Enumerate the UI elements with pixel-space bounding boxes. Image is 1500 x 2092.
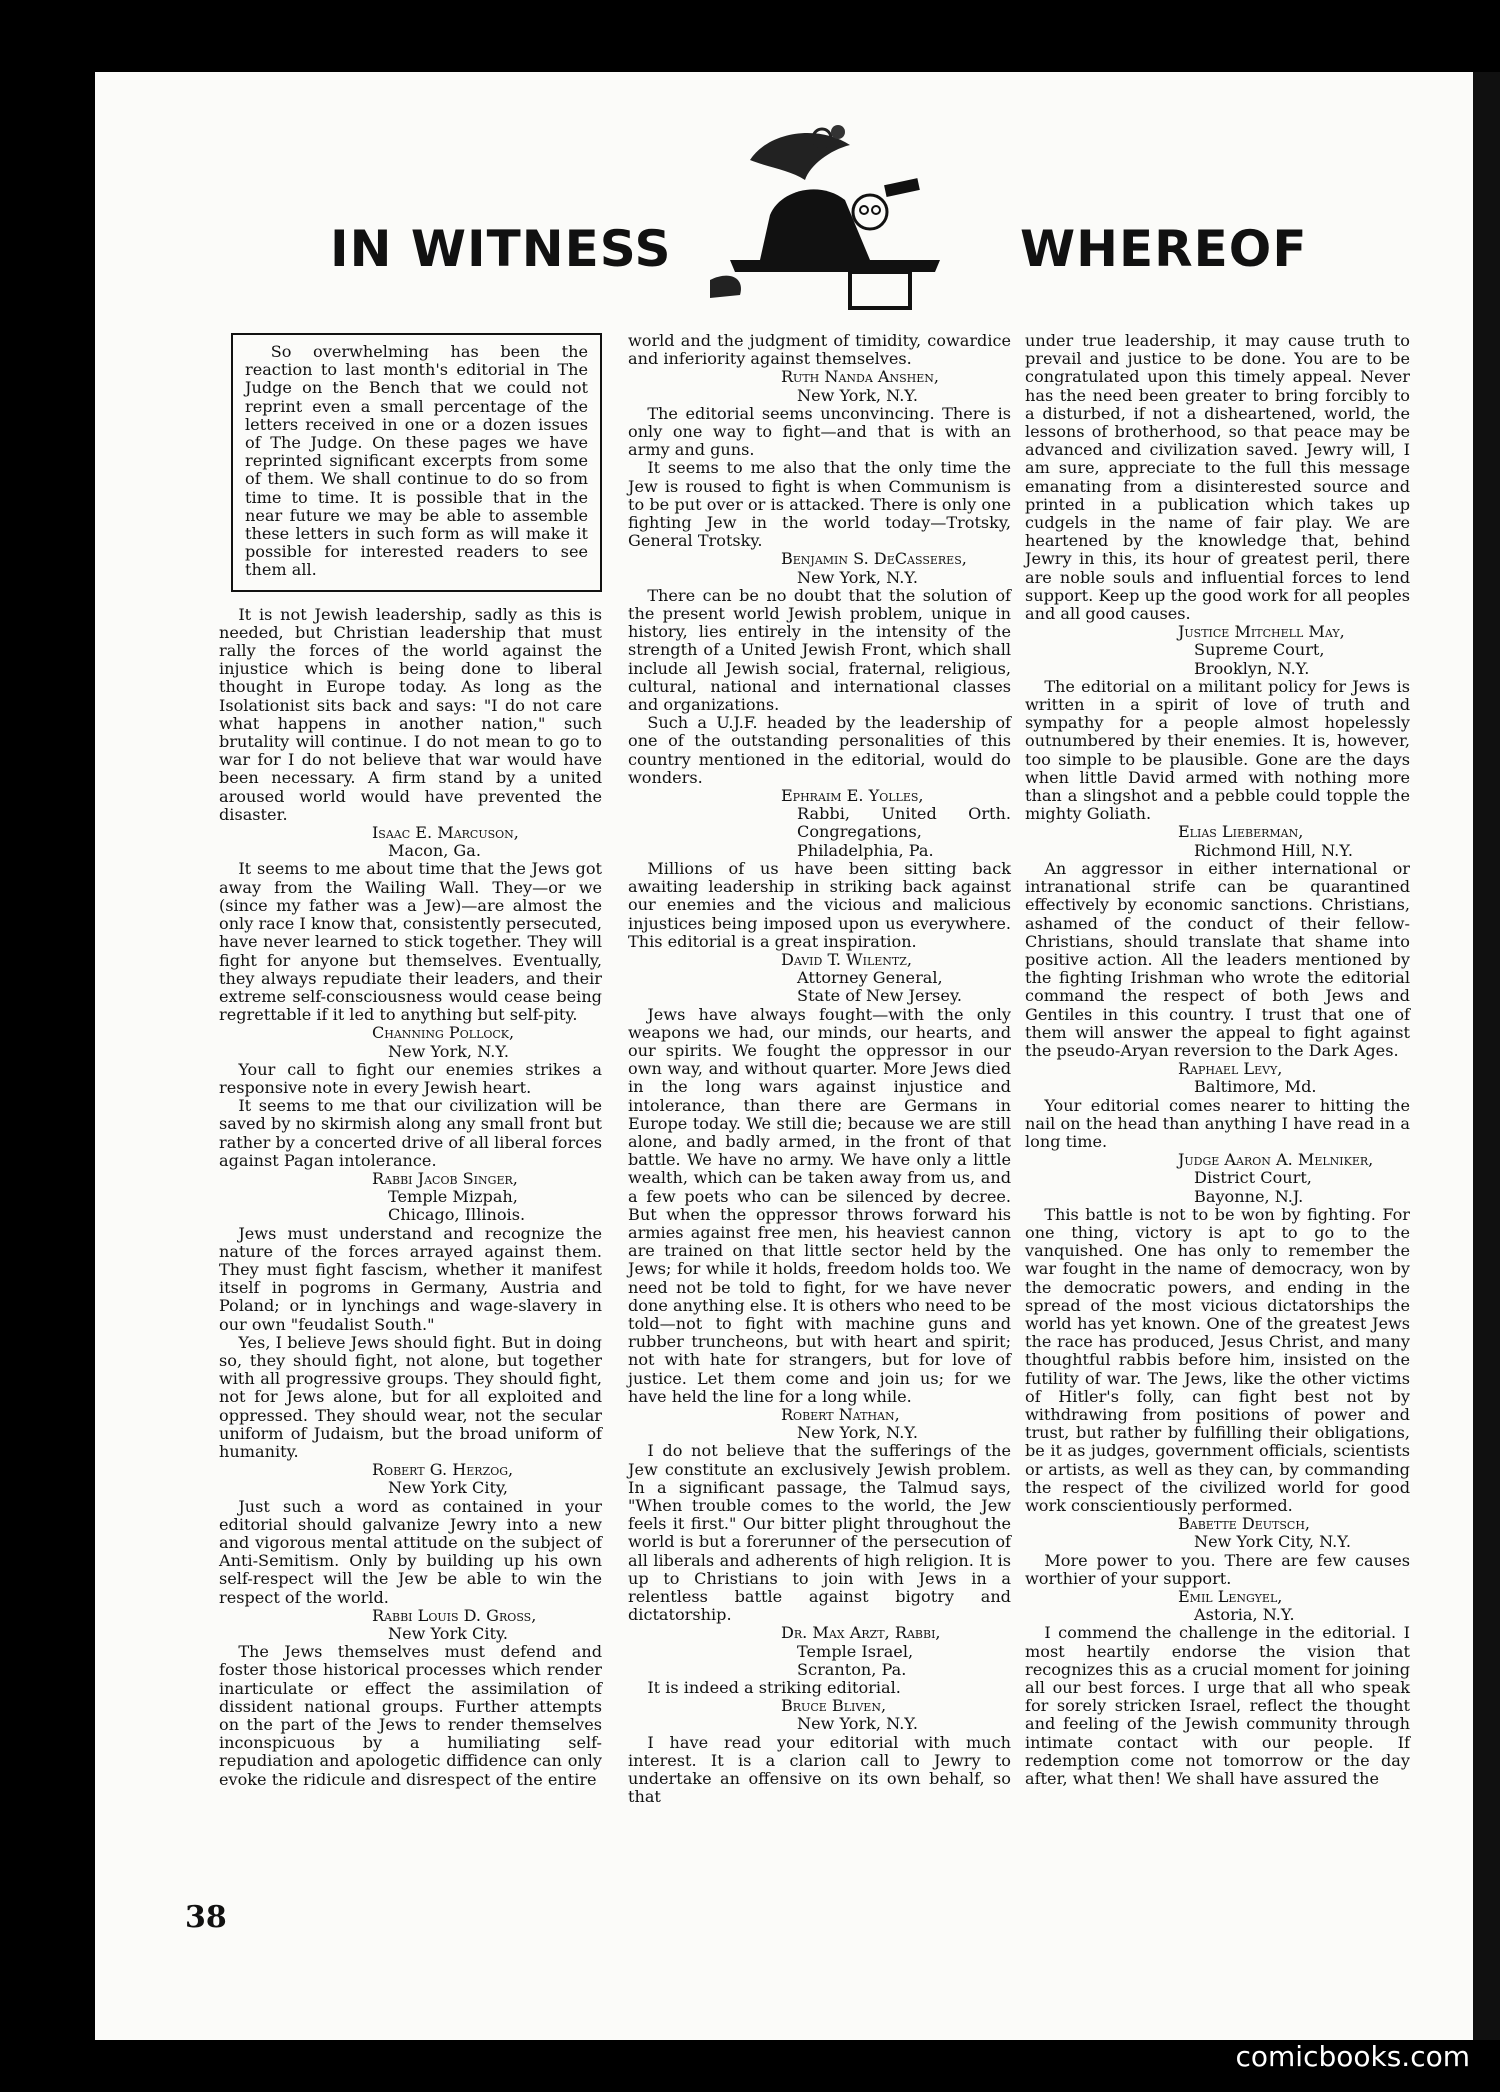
- letter-text: More power to you. There are few causes worthier of your support.: [1025, 1550, 1410, 1588]
- letter-signature: Judge Aaron A. Melniker,: [1177, 1150, 1374, 1170]
- letter-text: Yes, I believe Jews should fight. But in doing so, they should fight, not alone, but together with all progressive groups. They should fight, not for Jews alone, but for all exploited and oppressed. They should wear, not the secular uniform of Judaism, but the broad uniform of humanity.: [219, 1332, 602, 1461]
- letter-signature: Benjamin S. DeCasseres,: [780, 549, 967, 569]
- letter-location: Temple Israel,: [797, 1641, 914, 1661]
- intro-box: [231, 333, 602, 592]
- letter-location: Rabbi, United Orth. Congregations,: [797, 804, 1011, 842]
- letter-text: It seems to me that our civilization will be saved by no skirmish along any small front but rather by a concerted drive of all liberal forces against Pagan intolerance.: [219, 1096, 602, 1170]
- letter-signature: Justice Mitchell May,: [1177, 622, 1345, 642]
- letter-signature: David T. Wilentz,: [780, 949, 913, 969]
- letter-signature: Raphael Levy,: [1177, 1059, 1283, 1079]
- letter-text: An aggressor in either international or intranational strife can be quarantined effectively by economic sanctions. Christians, ashamed of the conduct of their fellow-Christians, should translate that shame into positive action. All the leaders mentioned by the fighting Irishman who wrote the editorial command the respect of both Jews and Gentiles in this country. I trust that one of them will answer the appeal to fight against the pseudo-Aryan reversion to the Dark Ages.: [1025, 858, 1410, 1060]
- letter-text: Jews must understand and recognize the nature of the forces arrayed against them. They must fight fascism, whether it manifest itself in pogroms in Germany, Austria and Poland; or in lynchings and wage-slavery in our own "feudalist South.": [219, 1223, 602, 1334]
- letter-signature: Robert Nathan,: [780, 1404, 900, 1424]
- letter-location: Chicago, Illinois.: [388, 1205, 526, 1225]
- letter-location: Bayonne, N.J.: [1194, 1186, 1304, 1206]
- letter-text: Your editorial comes nearer to hitting the nail on the head than anything I have read in a long time.: [1025, 1095, 1410, 1151]
- intro-text: So overwhelming has been the reaction to last month's editorial in The Judge on the Bench that we could not reprint even a small percentage of the letters received in one or a dozen issues of The Judge. On these pages we have reprinted significant excerpts from some of them. We shall continue to do so from time to time. It is possible that in the near future we may be able to assemble these letters in such form as will make it possible for interested readers to see them all.: [245, 342, 588, 580]
- letter-text: Jews have always fought—with the only weapons we had, our minds, our hearts, and our spirits. We fought the oppressor in our own way, and without quarter. More Jews died in the long wars against injustice and intolerance, than there are Germans in Europe today. We still die; because we are still alone, and badly armed, in the front of that battle. We have no army. We have only a little wealth, which can be taken away from us, and a few poets who can be silenced by decree. But when the oppressor throws forward his armies against free men, his heaviest cannon are trained on that little sector held by the Jews; for while it holds, freedom holds too. We need not be told to fight, for we have never done anything else. It is others who need to be told—not to fight with machine guns and rubber truncheons, but with heart and spirit; not with hate for strangers, but for love of justice. Let them come and join us; for we have held the line for a long while.: [628, 1004, 1011, 1406]
- letter-signature: Rabbi Jacob Singer,: [371, 1168, 518, 1188]
- letter-text: There can be no doubt that the solution of the present world Jewish problem, unique in history, lies entirely in the intensity of the strength of a United Jewish Front, which shall include all Jewish social, fraternal, religious, cultural, national and international classes and organizations.: [628, 585, 1011, 715]
- letter-location: Scranton, Pa.: [797, 1659, 907, 1679]
- letter-text: I commend the challenge in the editorial. I most heartily endorse the vision that recognizes this as a crucial moment for joining all our best forces. I urge that all who speak for sorely stricken Israel, reflect the thought and feeling of the Jewish community through intimate contact with our people. If redemption come not tomorrow or the day after, what then! We shall have assured the: [1025, 1623, 1410, 1789]
- letter-location: Richmond Hill, N.Y.: [1194, 840, 1353, 860]
- letter-location: District Court,: [1194, 1168, 1312, 1188]
- letter-location: Supreme Court,: [1194, 640, 1325, 660]
- letter-text: Your call to fight our enemies strikes a responsive note in every Jewish heart.: [219, 1059, 602, 1097]
- headline-left: IN WITNESS: [330, 220, 672, 278]
- letter-location: Attorney General,: [797, 968, 943, 988]
- column-2: [628, 332, 1011, 1806]
- letter-location: Temple Mizpah,: [388, 1187, 518, 1207]
- letter-location: State of New Jersey.: [797, 986, 963, 1006]
- column-3-letters: [1025, 332, 1410, 1788]
- letter-location: New York City, N.Y.: [1194, 1532, 1351, 1552]
- column-3: [1025, 332, 1410, 1788]
- letter-text: This battle is not to be won by fighting. For one thing, victory is apt to go to the vanquished. One has only to remember the war fought in the name of democracy, won by the democratic powers, and ending in the spread of the most vicious dictatorships the world has yet known. One of the greatest Jews the race has produced, Jesus Christ, and many thoughtful rabbis before him, insisted on the futility of war. The Jews, like the other victims of Hitler's folly, can fight best not by withdrawing from positions of power and trust, but rather by fulfilling their obligations, be it as judges, government officials, scientists or artists, as well as they can, by commanding the respect of the civilized world for good work conscientiously performed.: [1025, 1204, 1410, 1515]
- letter-location: New York City,: [388, 1478, 509, 1498]
- letter-location: Philadelphia, Pa.: [797, 840, 934, 860]
- letter-text: Such a U.J.F. headed by the leadership of one of the outstanding personalities of this country mentioned in the editorial, would do wonders.: [628, 713, 1011, 787]
- letter-location: New York, N.Y.: [797, 385, 918, 405]
- letter-text: Millions of us have been sitting back awaiting leadership in striking back against our enemies and the vicious and malicious injustices being imposed upon us everywhere. This editorial is a great inspiration.: [628, 858, 1011, 951]
- letter-signature: Ephraim E. Yolles,: [780, 786, 924, 806]
- scan-edge: [1473, 72, 1500, 2040]
- column-1-letters: [219, 606, 602, 1789]
- letter-location: New York, N.Y.: [797, 1423, 918, 1443]
- letter-text: Just such a word as contained in your editorial should galvanize Jewry into a new and vigorous mental attitude on the subject of Anti-Semitism. Only by building up his own self-respect will the Jew be able to win the respect of the world.: [219, 1496, 602, 1607]
- column-2-letters: [628, 332, 1011, 1806]
- letter-location: Astoria, N.Y.: [1194, 1605, 1295, 1625]
- letter-text: It seems to me also that the only time the Jew is roused to fight is when Communism is to be put over or is attacked. There is only one fighting Jew in the world today—Trotsky, General Trotsky.: [628, 458, 1011, 551]
- letter-text: I do not believe that the sufferings of the Jew constitute an exclusively Jewish problem. In a significant passage, the Talmud says, "When trouble comes to the world, the Jew feels it first." Our bitter plight throughout the world is but a forerunner of the persecution of all liberals and adherents of high religion. It is up to Christians to join with Jews in a relentless battle against bigotry and dictatorship.: [628, 1441, 1011, 1625]
- letter-signature: Robert G. Herzog,: [371, 1460, 514, 1480]
- letter-location: Brooklyn, N.Y.: [1194, 658, 1310, 678]
- letter-location: Macon, Ga.: [388, 841, 481, 861]
- letter-signature: Dr. Max Arzt, Rabbi,: [780, 1623, 941, 1643]
- headline-right: WHEREOF: [1020, 220, 1308, 278]
- letter-text: world and the judgment of timidity, cowardice and inferiority against themselves.: [628, 331, 1011, 369]
- letter-text: It is not Jewish leadership, sadly as this is needed, but Christian leadership that must rally the forces of the world against the injustice which is being done to liberal thought in Europe today. As long as the Isolationist sits back and says: "I do not care what happens in another nation," such brutality will continue. I do not mean to go to war for I do not believe that war would have been necessary. A firm stand by a united aroused world would have prevented the disaster.: [219, 604, 602, 824]
- judge-cartoon-illustration: [710, 120, 950, 310]
- letter-signature: Rabbi Louis D. Gross,: [371, 1605, 537, 1625]
- letter-text: under true leadership, it may cause truth to prevail and justice to be done. You are to be congratulated upon this timely appeal. Never has the need been greater to bring forcibly to a disturbed, if not a disheartened, world, the lessons of brotherhood, so that peace may be advanced and civilization saved. Jewry will, I am sure, appreciate to the full this message emanating from a disinterested source and printed in a publication which takes up cudgels in the name of fair play. We are heartened by the knowledge that, behind Jewry in this, its hour of greatest peril, there are noble souls and influential forces to lend support. Keep up the good work for all peoples and all good causes.: [1025, 331, 1410, 624]
- letter-text: The Jews themselves must defend and foster those historical processes which render inarticulate or effect the assimilation of dissident national groups. Further attempts on the part of the Jews to render themselves inconspicuous by a humiliating self-repudiation and apologetic diffidence can only evoke the ridicule and disrespect of the entire: [219, 1642, 602, 1789]
- letter-signature: Elias Lieberman,: [1177, 822, 1304, 842]
- letter-signature: Isaac E. Marcuson,: [371, 823, 519, 843]
- letter-signature: Channing Pollock,: [371, 1023, 515, 1043]
- letter-signature: Emil Lengyel,: [1177, 1587, 1283, 1607]
- letter-location: New York, N.Y.: [797, 1714, 918, 1734]
- letter-text: It seems to me about time that the Jews got away from the Wailing Wall. They—or we (since my father was a Jew)—are almost the only race I know that, consistently persecuted, have never learned to stick together. They will fight for anyone but themselves. Eventually, they always repudiate their leaders, and their extreme self-consciousness would cease being regrettable if it led to anything but self-pity.: [219, 859, 602, 1025]
- page-number: 38: [185, 1900, 227, 1935]
- letter-location: New York City.: [388, 1624, 509, 1644]
- letter-location: Baltimore, Md.: [1194, 1077, 1317, 1097]
- letter-text: It is indeed a striking editorial.: [647, 1678, 901, 1698]
- letter-location: New York, N.Y.: [388, 1041, 509, 1061]
- letter-text: The editorial seems unconvincing. There is only one way to fight—and that is with an army and guns.: [628, 403, 1011, 460]
- watermark: comicbooks.com: [1235, 2040, 1470, 2073]
- column-1: [219, 340, 602, 1789]
- letter-text: The editorial on a militant policy for Jews is written in a spirit of love of truth and sympathy for a people almost hopelessly outnumbered by their enemies. It is, however, too simple to be plausible. Gone are the days when little David armed with nothing more than a slingshot and a pebble could topple the mighty Goliath.: [1025, 676, 1410, 824]
- letter-text: I have read your editorial with much interest. It is a clarion call to Jewry to undertake an offensive on its own behalf, so that: [628, 1732, 1011, 1807]
- letter-location: New York, N.Y.: [797, 567, 918, 587]
- letter-signature: Babette Deutsch,: [1177, 1514, 1311, 1534]
- letter-signature: Bruce Bliven,: [780, 1696, 887, 1716]
- letter-signature: Ruth Nanda Anshen,: [780, 367, 940, 387]
